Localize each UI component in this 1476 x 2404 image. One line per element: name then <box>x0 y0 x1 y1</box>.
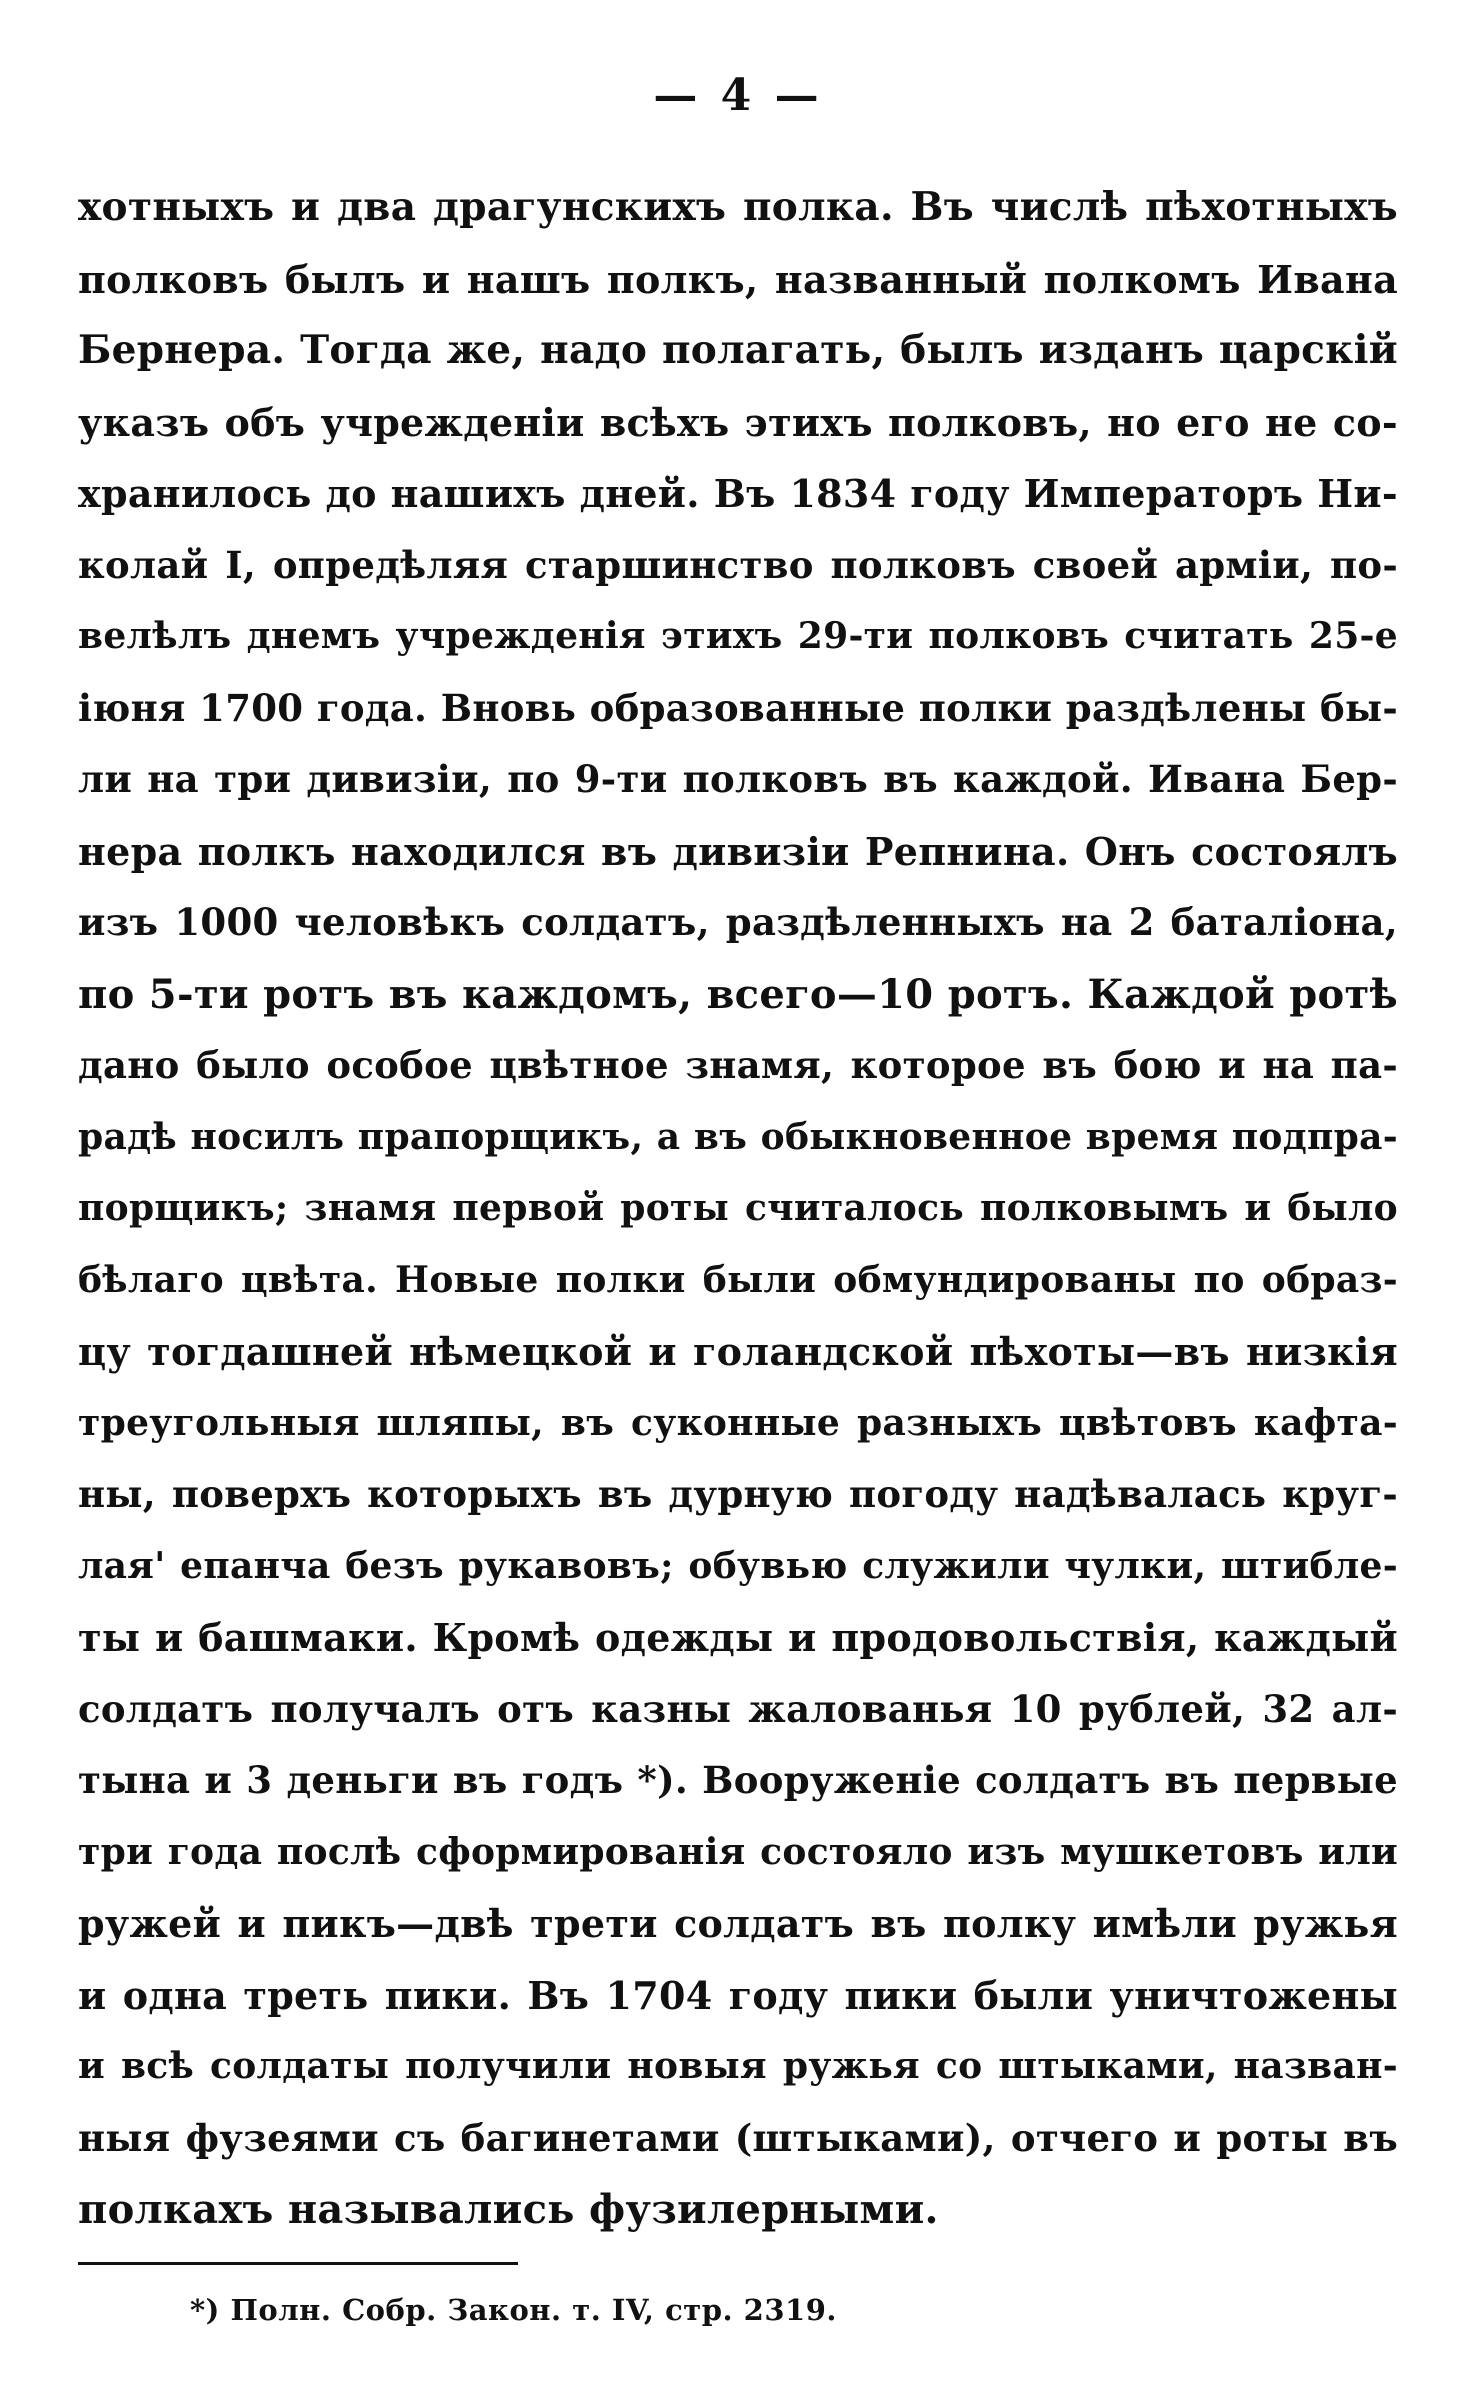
text-line: ли на три дивизіи, по 9-ти полковъ въ каждой. Ивана Бер- <box>78 757 1398 801</box>
text-line: ныя фузеями съ багинетами (штыками), отчего и роты въ <box>78 2115 1398 2160</box>
text-line: указъ объ учрежденіи всѣхъ этихъ полковъ, но его не со- <box>78 399 1398 445</box>
body-text <box>78 172 1398 2246</box>
text-line: дано было особое цвѣтное знамя, которое въ бою и на па- <box>78 1043 1398 1087</box>
text-line: бѣлаго цвѣта. Новые полки были обмундированы по образ- <box>78 1258 1398 1301</box>
text-line: полковъ былъ и нашъ полкъ, названный полкомъ Ивана <box>78 256 1398 302</box>
text-line: и всѣ солдаты получили новыя ружья со штыками, назван- <box>78 2045 1398 2087</box>
text-line: треугольныя шляпы, въ суконные разныхъ цвѣтовъ кафта- <box>78 1401 1398 1444</box>
text-line: іюня 1700 года. Вновь образованные полки раздѣлены бы- <box>78 685 1398 730</box>
text-line: колай I, опредѣляя старшинство полковъ своей арміи, по- <box>78 542 1398 587</box>
text-line: полкахъ назывались фузилерными. <box>78 2186 939 2233</box>
page-number: — 4 — <box>653 70 823 121</box>
text-line: порщикъ; знамя первой роты считалось полковымъ и было <box>78 1187 1398 1229</box>
text-line: радѣ носилъ прапорщикъ, а въ обыкновенное время подпра- <box>78 1115 1398 1158</box>
text-line: и одна треть пики. Въ 1704 году пики были уничтожены <box>78 1972 1398 2018</box>
footnote-divider <box>78 2262 518 2265</box>
text-line: ружей и пикъ—двѣ трети солдатъ въ полку имѣли ружья <box>78 1901 1398 1946</box>
footnote: *) Полн. Собр. Закон. т. IV, стр. 2319. <box>190 2293 837 2327</box>
text-line: нера полкъ находился въ дивизіи Репнина. Онъ состоялъ <box>78 828 1398 874</box>
text-line: велѣлъ днемъ учрежденія этихъ 29-ти полковъ считать 25-е <box>78 615 1398 657</box>
text-line: солдатъ получалъ отъ казны жалованья 10 рублей, 32 ал- <box>78 1686 1398 1731</box>
text-line: хранилось до нашихъ дней. Въ 1834 году Императоръ Ни- <box>78 471 1398 516</box>
text-line: Бернера. Тогда же, надо полагать, былъ изданъ царскій <box>78 327 1398 373</box>
text-line: хотныхъ и два драгунскихъ полка. Въ числѣ пѣхотныхъ <box>78 184 1398 230</box>
text-line: ны, поверхъ которыхъ въ дурную погоду надѣвалась круг- <box>78 1472 1398 1516</box>
text-line: изъ 1000 человѣкъ солдатъ, раздѣленныхъ на 2 баталіона, <box>78 900 1398 944</box>
text-line: тына и 3 деньги въ годъ *). Вооруженіе солдатъ въ первые <box>78 1758 1398 1802</box>
text-line: три года послѣ сформированія состояло изъ мушкетовъ или <box>78 1830 1398 1873</box>
text-line: по 5-ти ротъ въ каждомъ, всего—10 ротъ. Каждой ротѣ <box>78 970 1398 1018</box>
text-line: цу тогдашней нѣмецкой и голандской пѣхоты—въ низкія <box>78 1329 1398 1374</box>
text-line: ты и башмаки. Кромѣ одежды и продовольствія, каждый <box>78 1615 1398 1660</box>
text-line: лая' епанча безъ рукавовъ; обувью служили чулки, штибле- <box>78 1544 1398 1587</box>
